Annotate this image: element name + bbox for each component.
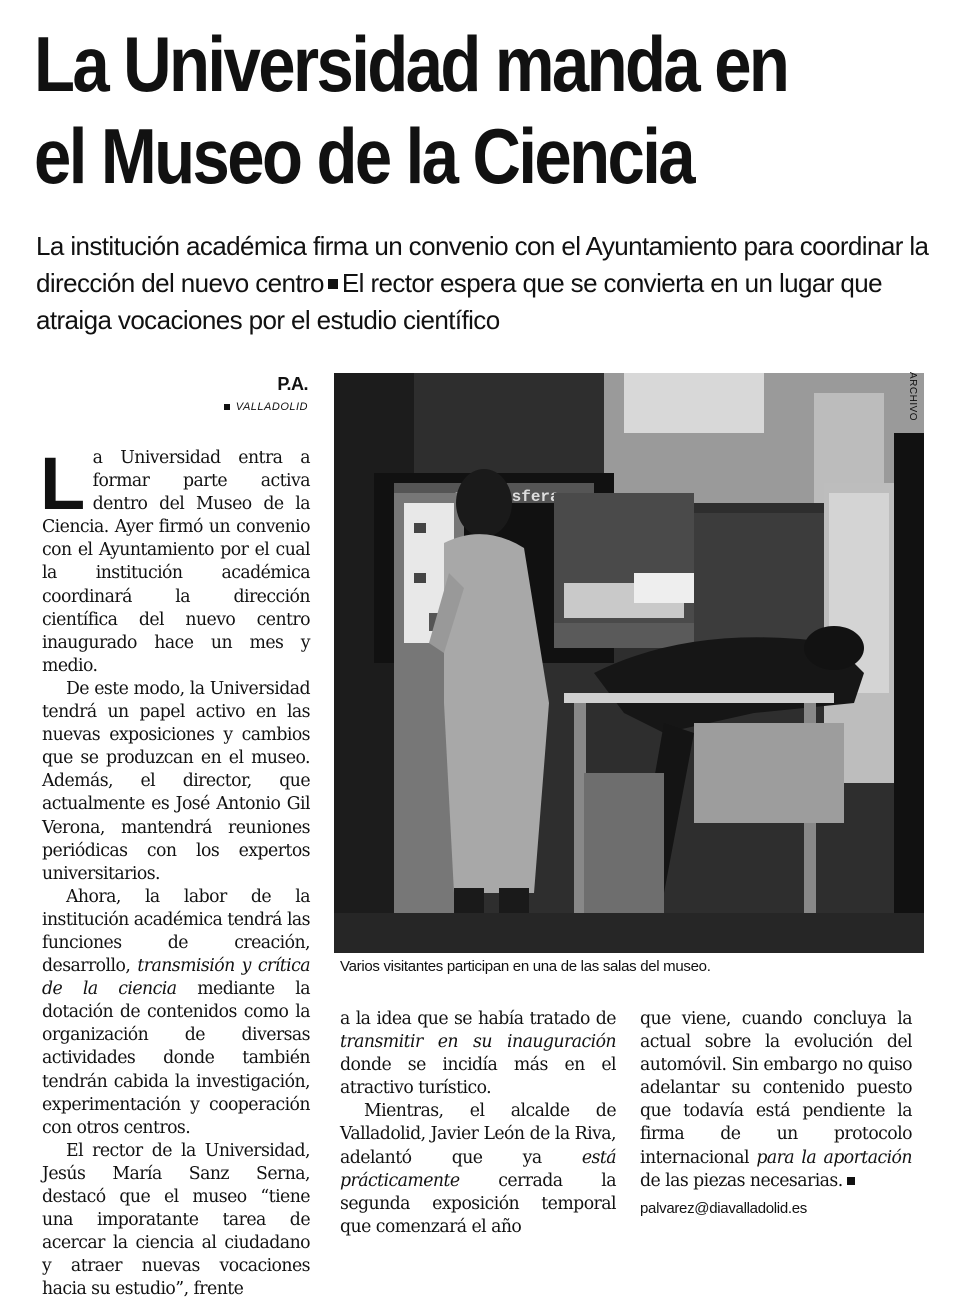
location-bullet-icon [224,404,230,410]
byline [224,374,308,413]
article-column-2 [340,1008,616,1239]
paragraph-2: De este modo, la Universidad tendrá un papel activo en las nuevas exposiciones y cambios que se produzcan en el museo. Además, el director, que actualmente es José Antonio Gil Verona, mantendrá reuniones periódicas con los expertos universitarios. [42,678,310,884]
subhead-part-1: La institución académica firma un convenio con el Ayuntamiento para coordinar la dirección del nuevo centro [36,231,929,298]
drop-cap: L [40,442,85,525]
photo-credit: ARCHIVO [907,372,918,422]
headline-line-1: La Universidad manda en [34,20,788,108]
photo-caption: Varios visitantes participan en una de las salas del museo. [340,958,711,975]
column-2-paragraph-2 [340,1100,616,1239]
author-email: palvarez@diavalladolid.es [640,1199,807,1217]
article-column-3 [640,1008,912,1220]
paragraph-3-text-a: Ahora, la labor de la institución académica tendrá las funciones de creación, desarrollo, [42,886,310,977]
byline-author: P.A. [277,374,308,394]
paragraph-4: El rector de la Universidad, Jesús María Sanz Serna, destacó que el museo “tiene una imporatante tarea de acercar la ciencia al ciudadano y atraer nuevas vocaciones hacia su estudio”, frente [42,1140,310,1300]
column-2-paragraph-2-text-b: cerrada la segunda exposición temporal que comenzará el año [340,1170,616,1237]
paragraph-3-italic: transmisión y crítica de la ciencia [42,956,310,1000]
end-of-article-square-icon [847,1177,855,1185]
subheadline [36,228,941,339]
headline [34,18,808,202]
paragraph-3-text-b: mediante la dotación de contenidos como la organización de diversas actividades donde también tendrán cabida la investigación, experimentación y cooperación con otros centros. [42,979,310,1138]
column-2-paragraph-2-italic: está prácticamente [340,1147,616,1191]
subhead-part-2: El rector espera que se convierta en un lugar que atraiga vocaciones por el estudio científico [36,268,882,335]
paragraph-3 [42,886,310,1140]
column-3-paragraph-1-text-b: de las piezas necesarias. [640,1170,843,1191]
byline-location-text: VALLADOLID [235,401,308,413]
exhibit-sign-text: esfera [502,488,560,506]
column-3-paragraph-1 [640,1008,912,1193]
paragraph-1-text: a Universidad entra a formar parte activa dentro del Museo de la Ciencia. Ayer firmó un convenio con el Ayuntamiento por el cual la institución académica coordinará la dirección científica del nuevo centro inaugurado hace un mes y medio. [42,448,310,676]
article-column-1 [40,442,310,1301]
headline-line-2: el Museo de la Ciencia [34,112,694,200]
article-photo [334,373,924,953]
column-2-paragraph-1-text-b: donde se incidía más en el atractivo turístico. [340,1055,616,1099]
museum-photo-illustration [334,373,924,953]
paragraph-1 [40,442,310,678]
column-2-paragraph-1-text-a: a la idea que se había tratado de [340,1009,616,1029]
byline-location [224,401,308,413]
column-2-paragraph-1-italic: transmitir en su inauguración [340,1032,616,1053]
column-2-paragraph-1 [340,1008,616,1100]
column-2-paragraph-2-text-a: Mientras, el alcalde de Valladolid, Javier León de la Riva, adelantó que ya [340,1101,616,1168]
column-3-paragraph-1-text-a: que viene, cuando concluya la actual sobre la evolución del automóvil. Sin embargo no quiso adelantar su contenido puesto que todavía está pendiente la firma de un protocolo internacional [640,1009,912,1168]
separator-square-icon [328,279,338,289]
column-3-paragraph-1-italic: para la aportación [756,1147,912,1168]
